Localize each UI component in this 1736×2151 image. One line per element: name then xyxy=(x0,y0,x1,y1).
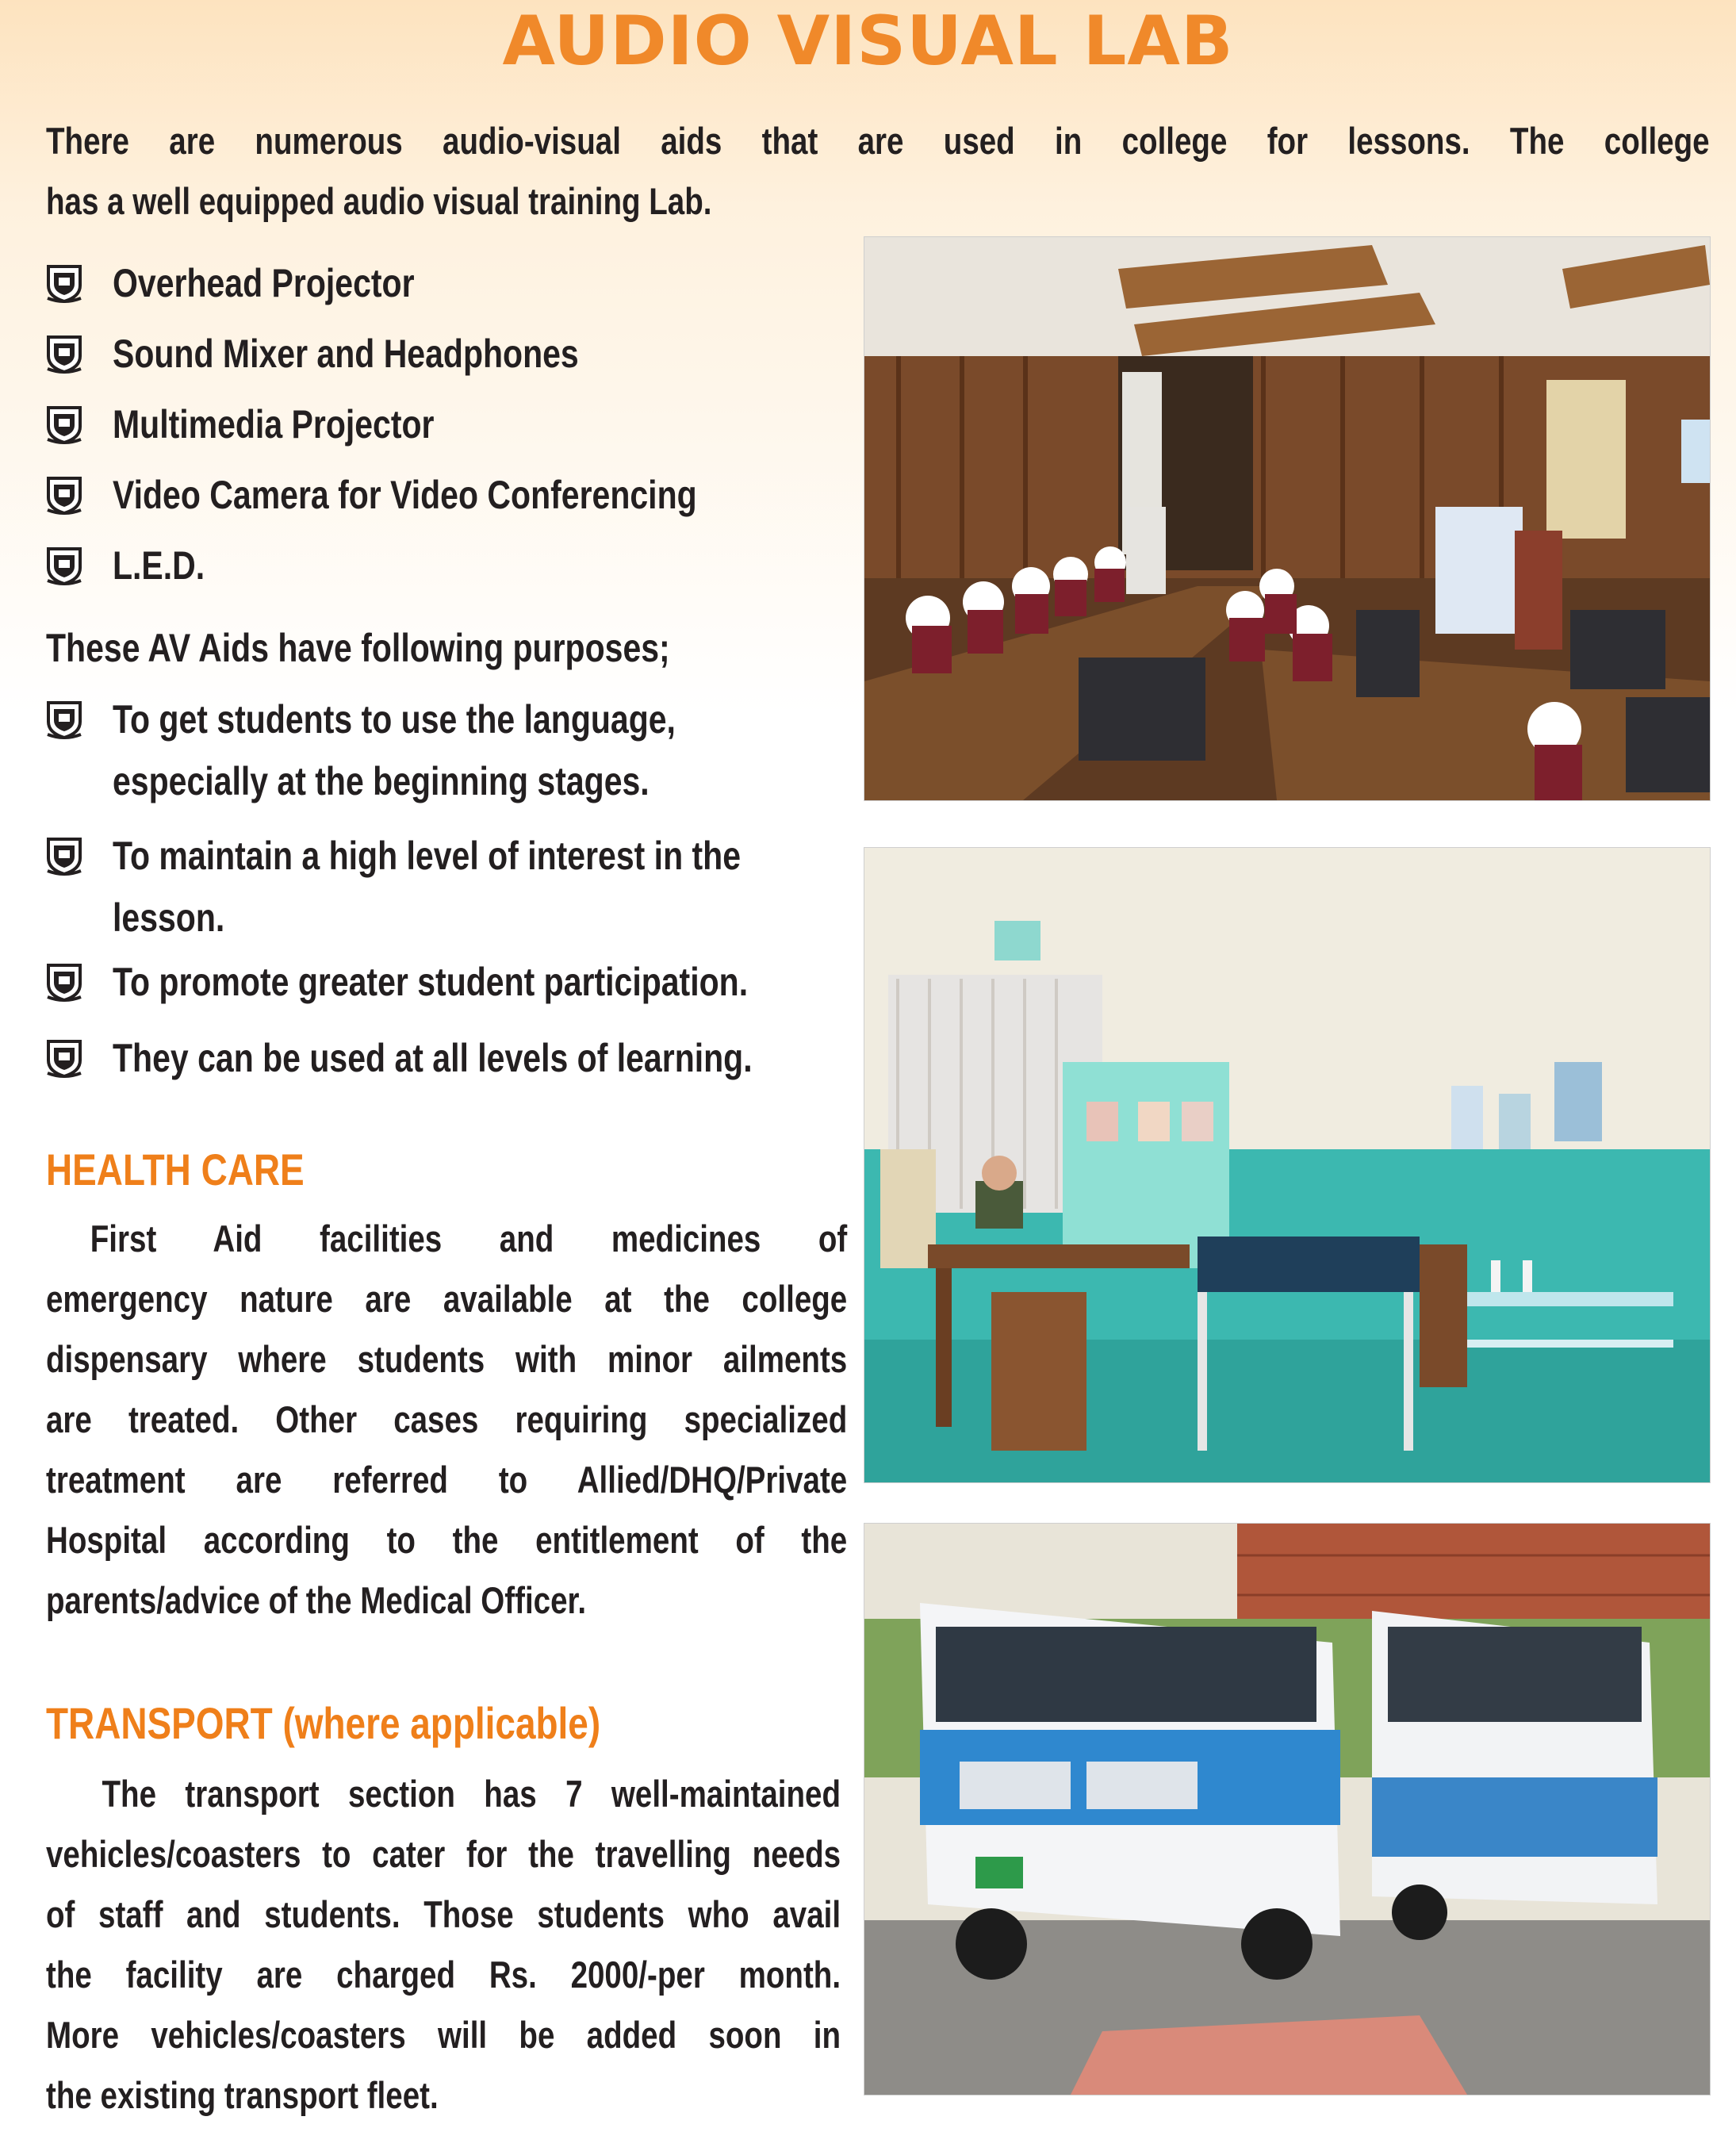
college-crest-icon xyxy=(46,475,82,515)
paragraph-line-text: More vehicles/coasters will be added soon in xyxy=(46,2014,841,2056)
transport-coasters-photo xyxy=(864,1523,1711,2095)
college-crest-icon xyxy=(46,546,82,585)
paragraph-line-text: parents/advice of the Medical Officer. xyxy=(46,1579,587,1621)
intro-text-2: has a well equipped audio visual training Lab. xyxy=(46,180,712,222)
college-crest-icon xyxy=(46,962,82,1002)
paragraph-line-text: emergency nature are available at the college xyxy=(46,1278,848,1320)
college-crest-icon xyxy=(46,700,82,739)
equipment-item-label: Video Camera for Video Conferencing xyxy=(113,473,697,517)
paragraph-line-text: The transport section has 7 well-maintained xyxy=(102,1773,841,1815)
paragraph-line xyxy=(46,1824,841,1885)
paragraph-line xyxy=(46,1209,847,1269)
paragraph-line-text: the existing transport fleet. xyxy=(46,2074,439,2116)
dispensary-photo xyxy=(864,847,1711,1483)
paragraph-line-text: of staff and students. Those students who avail xyxy=(46,1893,841,1935)
purpose-item-label: To get students to use the language, xyxy=(113,697,676,742)
health-care-heading: HEALTH CARE xyxy=(46,1145,305,1194)
paragraph-line xyxy=(46,1945,841,2005)
paragraph-line xyxy=(46,1329,847,1390)
paragraph-line-text: vehicles/coasters to cater for the travelling needs xyxy=(46,1833,841,1875)
paragraph-line xyxy=(46,1764,841,1824)
paragraph-line xyxy=(46,1269,847,1329)
page-title: AUDIO VISUAL LAB xyxy=(502,2,1234,81)
equipment-item-label: Multimedia Projector xyxy=(113,402,435,447)
paragraph-line-text: the facility are charged Rs. 2000/-per month. xyxy=(46,1954,841,1996)
intro-text-1: There are numerous audio-visual aids that are used in college for lessons. The college xyxy=(46,120,1710,162)
equipment-item-label: Overhead Projector xyxy=(113,261,415,305)
college-crest-icon xyxy=(46,263,82,303)
purpose-item-label: They can be used at all levels of learning. xyxy=(113,1036,753,1080)
purpose-item-label: especially at the beginning stages. xyxy=(113,759,650,803)
paragraph-line-text: treatment are referred to Allied/DHQ/Private xyxy=(46,1459,848,1501)
purpose-item-label: lesson. xyxy=(113,895,225,940)
paragraph-line xyxy=(46,2005,841,2065)
paragraph-line xyxy=(46,1390,847,1450)
paragraph-line xyxy=(46,1450,847,1510)
purpose-item-label: To promote greater student participation. xyxy=(113,960,749,1004)
transport-heading: TRANSPORT (where applicable) xyxy=(46,1698,601,1748)
paragraph-line-text: First Aid facilities and medicines of xyxy=(90,1217,848,1260)
intro-line-2 xyxy=(46,171,1710,232)
paragraph-line xyxy=(46,1510,847,1570)
intro-line-1 xyxy=(46,111,1710,171)
purpose-item-label: To maintain a high level of interest in the xyxy=(113,834,742,878)
purposes-intro: These AV Aids have following purposes; xyxy=(46,626,670,670)
equipment-item-label: Sound Mixer and Headphones xyxy=(113,332,579,376)
college-crest-icon xyxy=(46,1038,82,1078)
paragraph-line-text: are treated. Other cases requiring specialized xyxy=(46,1398,848,1440)
paragraph-line-text: dispensary where students with minor ailments xyxy=(46,1338,848,1380)
paragraph-line-text: Hospital according to the entitlement of the xyxy=(46,1519,848,1561)
paragraph-line xyxy=(46,1570,847,1631)
paragraph-line xyxy=(46,2065,841,2126)
equipment-item-label: L.E.D. xyxy=(113,543,205,588)
av-lab-photo xyxy=(864,236,1711,801)
college-crest-icon xyxy=(46,334,82,374)
college-crest-icon xyxy=(46,836,82,876)
college-crest-icon xyxy=(46,405,82,444)
paragraph-line xyxy=(46,1885,841,1945)
